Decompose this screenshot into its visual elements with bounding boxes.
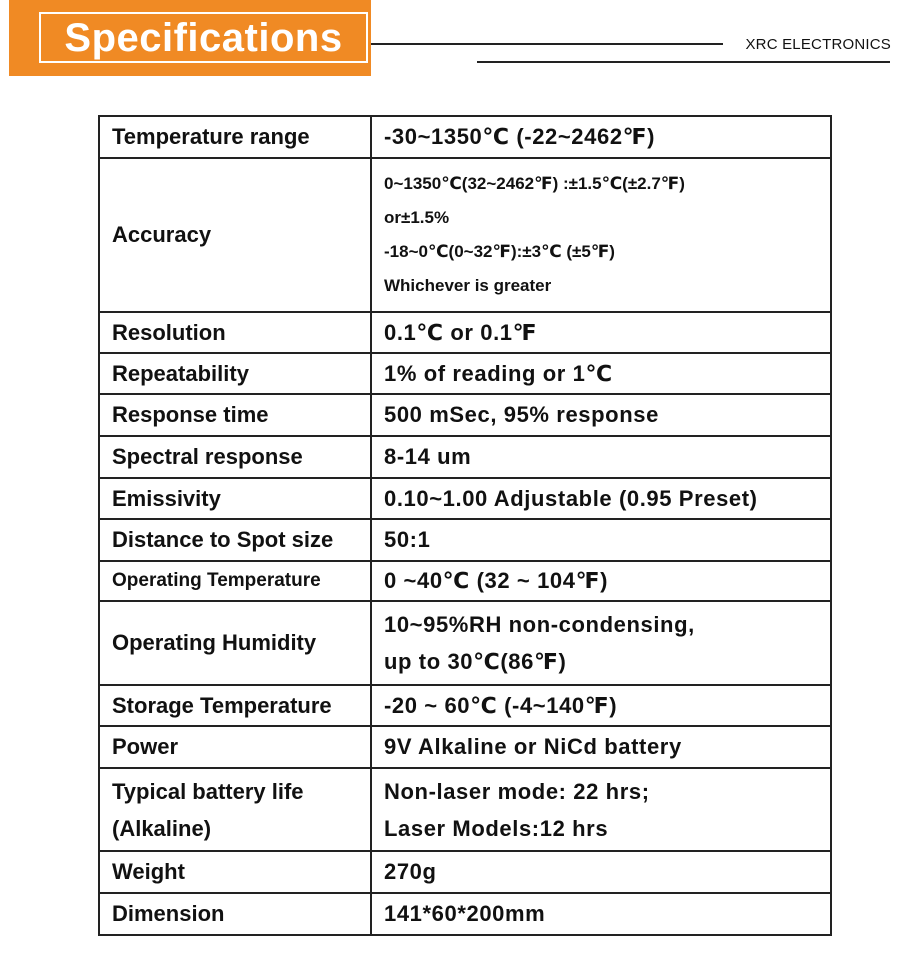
spec-row-emissivity: [99, 478, 831, 519]
spec-label: Power: [99, 726, 371, 768]
spec-row-power: [99, 726, 831, 768]
page-title: Specifications: [64, 15, 343, 60]
spec-row-distance-to-spot: [99, 519, 831, 561]
spec-row-temperature-range: [99, 116, 831, 158]
spec-value: -20 ~ 60℃ (-4~140℉): [371, 685, 831, 726]
accuracy-line-1: 0~1350℃(32~2462℉) :±1.5℃(±2.7℉): [384, 174, 685, 193]
spec-row-accuracy: [99, 158, 831, 312]
spec-row-repeatability: [99, 353, 831, 394]
accuracy-line-4: Whichever is greater: [384, 276, 552, 295]
spec-label: Operating Temperature: [99, 561, 371, 601]
spec-label: [99, 768, 371, 851]
spec-row-storage-temperature: [99, 685, 831, 726]
spec-row-resolution: [99, 312, 831, 353]
spec-value: 8-14 um: [371, 436, 831, 478]
spec-row-response-time: [99, 394, 831, 436]
spec-value: 270g: [371, 851, 831, 893]
spec-value: -30~1350℃ (-22~2462℉): [371, 116, 831, 158]
spec-value: 500 mSec, 95% response: [371, 394, 831, 436]
header-divider-bottom: [477, 61, 890, 63]
spec-row-operating-humidity: [99, 601, 831, 685]
battery-line-1: Non-laser mode: 22 hrs;: [384, 778, 650, 804]
spec-row-spectral-response: [99, 436, 831, 478]
spec-value: 50:1: [371, 519, 831, 561]
spec-label: Resolution: [99, 312, 371, 353]
spec-label: Temperature range: [99, 116, 371, 158]
battery-line-2: Laser Models:12 hrs: [384, 815, 609, 841]
spec-label: Storage Temperature: [99, 685, 371, 726]
spec-label: Dimension: [99, 893, 371, 935]
spec-row-weight: [99, 851, 831, 893]
header-banner: [9, 0, 371, 76]
battery-label-line-1: Typical battery life: [112, 778, 304, 804]
spec-label: Distance to Spot size: [99, 519, 371, 561]
header-title-frame: [39, 12, 368, 63]
spec-label: Response time: [99, 394, 371, 436]
spec-label: Spectral response: [99, 436, 371, 478]
battery-label-line-2: (Alkaline): [112, 815, 212, 841]
humidity-line-1: 10~95%RH non-condensing,: [384, 612, 695, 637]
spec-value: 9V Alkaline or NiCd battery: [371, 726, 831, 768]
spec-value: 0.10~1.00 Adjustable (0.95 Preset): [371, 478, 831, 519]
spec-value: 1% of reading or 1℃: [371, 353, 831, 394]
spec-row-dimension: [99, 893, 831, 935]
accuracy-line-2: or±1.5%: [384, 208, 450, 227]
humidity-line-2: up to 30℃(86℉): [384, 649, 567, 674]
brand-name: XRC ELECTRONICS: [745, 36, 891, 53]
spec-label: Emissivity: [99, 478, 371, 519]
spec-value: 141*60*200mm: [371, 893, 831, 935]
header-divider-top: [371, 43, 723, 45]
spec-value: [371, 601, 831, 685]
spec-label: Operating Humidity: [99, 601, 371, 685]
accuracy-line-3: -18~0℃(0~32℉):±3℃ (±5℉): [384, 242, 615, 261]
spec-value: [371, 158, 831, 312]
spec-row-battery-life: [99, 768, 831, 851]
spec-table: [98, 115, 832, 936]
spec-value: [371, 768, 831, 851]
spec-value: 0.1℃ or 0.1℉: [371, 312, 831, 353]
spec-value: 0 ~40℃ (32 ~ 104℉): [371, 561, 831, 601]
spec-label: Repeatability: [99, 353, 371, 394]
spec-label: Accuracy: [99, 158, 371, 312]
spec-label: Weight: [99, 851, 371, 893]
spec-row-operating-temperature: [99, 561, 831, 601]
